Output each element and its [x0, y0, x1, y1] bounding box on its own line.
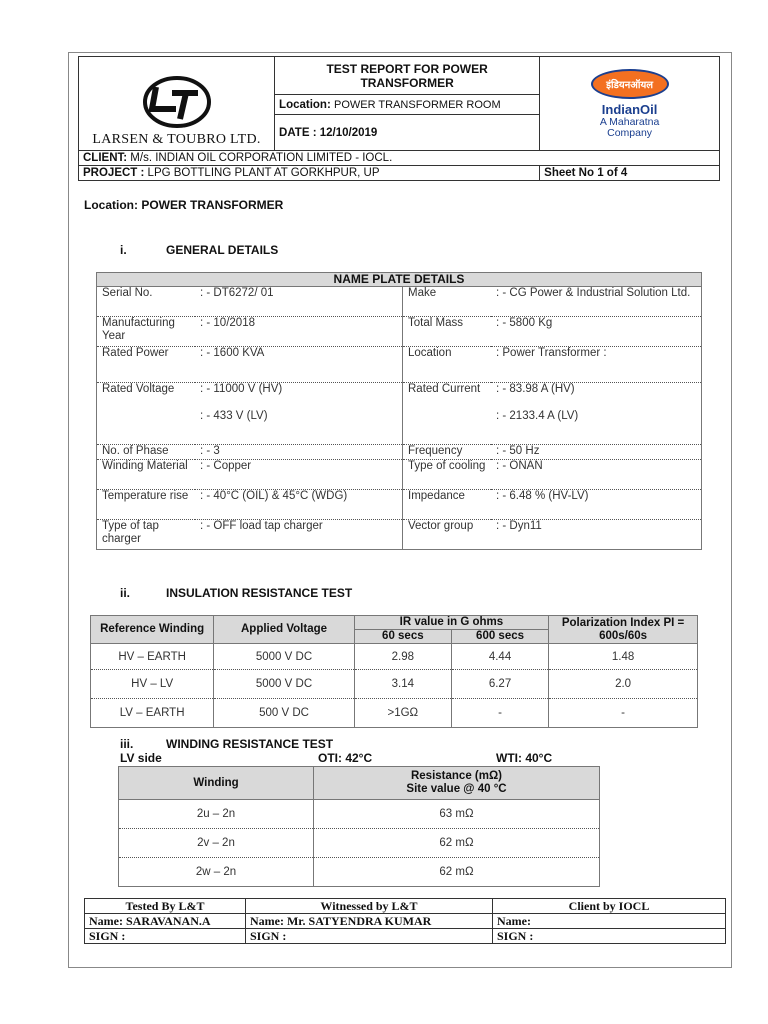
project-value: LPG BOTTLING PLANT AT GORKHPUR, UP [147, 167, 380, 179]
col-applied-voltage: Applied Voltage [214, 616, 354, 644]
sheet-number: Sheet No 1 of 4 [540, 166, 720, 181]
nameplate-heading: NAME PLATE DETAILS [97, 273, 702, 287]
project-label: PROJECT : [83, 167, 145, 179]
table-row: HV – EARTH 5000 V DC 2.98 4.44 1.48 [91, 644, 698, 670]
indianoil-tagline-2: Company [607, 126, 653, 139]
section-ir-heading: ii. INSULATION RESISTANCE TEST [120, 586, 353, 600]
lt-logo-icon [142, 75, 212, 129]
location-label: Location: [279, 98, 331, 111]
table-row: 2u – 2n 63 mΩ [119, 800, 600, 829]
table-row: No. of Phase : - 3 Frequency : - 50 Hz [97, 445, 702, 460]
table-row: Serial No. : - DT6272/ 01 Make : - CG Power & Industrial Solution Ltd. [97, 287, 702, 317]
section-winding-heading: iii. WINDING RESISTANCE TEST [120, 737, 334, 751]
section-general-heading: i. GENERAL DETAILS [120, 243, 279, 257]
lv-side-label: LV side [120, 751, 162, 765]
witnessed-by-heading: Witnessed by L&T [246, 899, 493, 914]
col-resistance: Resistance (mΩ) Site value @ 40 °C [314, 767, 600, 800]
indianoil-name: IndianOil [601, 101, 658, 117]
table-row: Rated Power : - 1600 KVA Location : Power Transformer : [97, 347, 702, 383]
witnessed-by-name: Name: Mr. SATYENDRA KUMAR [246, 914, 493, 929]
company-name: LARSEN & TOUBRO LTD. [92, 132, 261, 147]
table-row: Manufacturing Year : - 10/2018 Total Mass : - 5800 Kg [97, 317, 702, 347]
report-header [78, 56, 720, 181]
indianoil-logo-icon: इंडियनऑयल [591, 69, 669, 99]
table-row: 2v – 2n 62 mΩ [119, 829, 600, 858]
witnessed-by-sign: SIGN : [246, 929, 493, 944]
client-name: Name: [493, 914, 726, 929]
client-label: CLIENT: [83, 152, 128, 164]
table-row: HV – LV 5000 V DC 3.14 6.27 2.0 [91, 670, 698, 699]
lt-logo-cell [79, 57, 275, 151]
location-value: POWER TRANSFORMER ROOM [334, 98, 501, 111]
winding-resistance-table [118, 766, 600, 887]
client-value: M/s. INDIAN OIL CORPORATION LIMITED - IOCL. [130, 152, 393, 164]
date-value: 12/10/2019 [319, 126, 378, 139]
location-cell [275, 95, 540, 115]
tested-by-sign: SIGN : [85, 929, 246, 944]
col-winding: Winding [119, 767, 314, 800]
report-title: TEST REPORT FOR POWER TRANSFORMER [275, 57, 540, 95]
table-row: Type of tap charger : - OFF load tap charger Vector group : - Dyn11 [97, 520, 702, 550]
nameplate-table [96, 272, 702, 550]
col-600-secs: 600 secs [451, 630, 548, 644]
col-60-secs: 60 secs [354, 630, 451, 644]
date-label: DATE : [279, 126, 317, 139]
col-ir-value: IR value in G ohms [354, 616, 548, 630]
date-cell [275, 115, 540, 151]
client-by-heading: Client by IOCL [493, 899, 726, 914]
location-line: Location: POWER TRANSFORMER [84, 198, 284, 212]
table-row: Temperature rise : - 40°C (OIL) & 45°C (WDG) Impedance : - 6.48 % (HV-LV) [97, 490, 702, 520]
table-row: Winding Material : - Copper Type of cooling : - ONAN [97, 460, 702, 490]
client-cell [79, 151, 720, 166]
indianoil-tagline-1: A Maharatna [599, 115, 660, 128]
wti-reading: WTI: 40°C [496, 751, 553, 765]
oti-reading: OTI: 42°C [318, 751, 373, 765]
col-polarization-index: Polarization Index PI = 600s/60s [549, 616, 698, 644]
client-sign: SIGN : [493, 929, 726, 944]
tested-by-name: Name: SARAVANAN.A [85, 914, 246, 929]
tested-by-heading: Tested By L&T [85, 899, 246, 914]
ir-test-table [90, 615, 698, 728]
signature-table [84, 898, 726, 944]
col-ref-winding: Reference Winding [91, 616, 214, 644]
table-row: LV – EARTH 500 V DC >1GΩ - - [91, 699, 698, 728]
indianoil-logo-cell [540, 57, 720, 151]
table-row: Rated Voltage : - 11000 V (HV) : - 433 V (LV) Rated Current : - 83.98 A (HV) : - 2133.4 A (LV) [97, 383, 702, 445]
table-row: 2w – 2n 62 mΩ [119, 858, 600, 887]
project-cell [79, 166, 540, 181]
